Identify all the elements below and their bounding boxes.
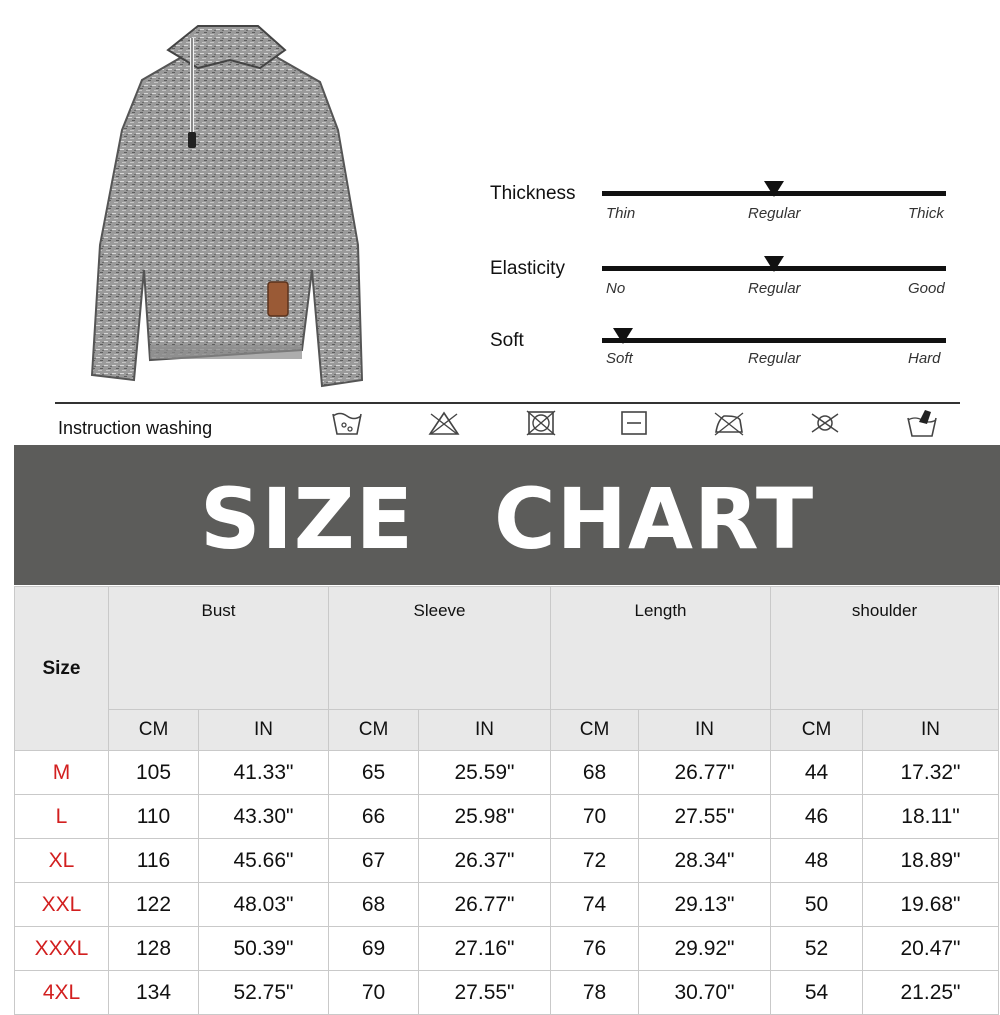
table-cell: 54 [771, 971, 863, 1015]
scale-tick-label: Thick [908, 205, 944, 222]
table-cell: 28.34" [639, 839, 771, 883]
divider-line [55, 402, 960, 404]
scale-tick-label: Regular [748, 280, 801, 297]
scale-label: Thickness [490, 183, 576, 204]
table-cell: 20.47" [863, 927, 999, 971]
table-cell: 50.39" [199, 927, 329, 971]
table-cell: 46 [771, 795, 863, 839]
table-cell: 27.55" [419, 971, 551, 1015]
scale-label: Elasticity [490, 258, 565, 279]
table-row [15, 927, 999, 971]
size-table [14, 586, 999, 1015]
table-cell: 67 [329, 839, 419, 883]
unit-header-in: IN [639, 710, 771, 751]
table-cell: 72 [551, 839, 639, 883]
table-row [15, 839, 999, 883]
table-cell: 116 [109, 839, 199, 883]
table-row [15, 971, 999, 1015]
banner-word-size: SIZE [200, 470, 415, 568]
table-cell: 110 [109, 795, 199, 839]
table-cell: 25.59" [419, 751, 551, 795]
size-label: XXL [15, 883, 109, 927]
table-cell: 68 [329, 883, 419, 927]
scale-marker [613, 328, 633, 344]
table-cell: 45.66" [199, 839, 329, 883]
washing-instructions [0, 400, 1000, 444]
table-cell: 69 [329, 927, 419, 971]
table-cell: 74 [551, 883, 639, 927]
scale-1 [490, 258, 950, 308]
table-cell: 26.77" [419, 883, 551, 927]
table-cell: 18.11" [863, 795, 999, 839]
table-row [15, 751, 999, 795]
table-cell: 27.55" [639, 795, 771, 839]
table-row [15, 883, 999, 927]
no-tumble-dry-icon [524, 408, 558, 438]
table-cell: 128 [109, 927, 199, 971]
table-cell: 70 [329, 971, 419, 1015]
scale-tick-label: Thin [606, 205, 636, 222]
table-cell: 29.13" [639, 883, 771, 927]
banner-word-chart: CHART [494, 470, 815, 568]
table-cell: 78 [551, 971, 639, 1015]
scale-tick-label: Regular [748, 350, 801, 367]
size-chart-banner [14, 445, 1000, 585]
table-cell: 122 [109, 883, 199, 927]
bust-header: Bust [109, 587, 329, 710]
table-cell: 26.77" [639, 751, 771, 795]
table-cell: 19.68" [863, 883, 999, 927]
no-bleach-icon [427, 408, 461, 438]
scale-tick-label: Hard [908, 350, 941, 367]
sleeve-header: Sleeve [329, 587, 551, 710]
size-column-header: Size [15, 587, 109, 751]
table-cell: 21.25" [863, 971, 999, 1015]
scale-label: Soft [490, 330, 524, 351]
table-cell: 134 [109, 971, 199, 1015]
length-header: Length [551, 587, 771, 710]
pullover-image [80, 20, 380, 395]
unit-header-in: IN [419, 710, 551, 751]
scale-tick-label: Regular [748, 205, 801, 222]
table-cell: 27.16" [419, 927, 551, 971]
table-cell: 52 [771, 927, 863, 971]
wash-30-icon [330, 408, 364, 438]
table-cell: 65 [329, 751, 419, 795]
no-dry-clean-icon [808, 408, 842, 438]
shoulder-header: shoulder [771, 587, 999, 710]
unit-header-cm: CM [109, 710, 199, 751]
size-label: L [15, 795, 109, 839]
washing-label: Instruction washing [58, 418, 213, 438]
table-cell: 50 [771, 883, 863, 927]
scale-tick-label: No [606, 280, 626, 297]
table-cell: 41.33" [199, 751, 329, 795]
size-label: XXXL [15, 927, 109, 971]
table-cell: 17.32" [863, 751, 999, 795]
table-cell: 76 [551, 927, 639, 971]
scale-marker [764, 181, 784, 197]
unit-header-in: IN [863, 710, 999, 751]
scale-tick-label: Soft [606, 350, 633, 367]
table-cell: 30.70" [639, 971, 771, 1015]
table-cell: 70 [551, 795, 639, 839]
unit-header-cm: CM [771, 710, 863, 751]
scale-bar [602, 338, 946, 343]
unit-header-cm: CM [551, 710, 639, 751]
unit-header-cm: CM [329, 710, 419, 751]
scale-tick-label: Good [908, 280, 945, 297]
hand-wash-icon [905, 408, 939, 438]
table-cell: 105 [109, 751, 199, 795]
size-label: XL [15, 839, 109, 883]
table-cell: 25.98" [419, 795, 551, 839]
scale-0 [490, 183, 950, 233]
table-cell: 66 [329, 795, 419, 839]
size-label: 4XL [15, 971, 109, 1015]
scale-marker [764, 256, 784, 272]
table-cell: 18.89" [863, 839, 999, 883]
iron-low-icon [712, 408, 746, 438]
dry-flat-icon [617, 408, 651, 438]
table-cell: 68 [551, 751, 639, 795]
table-cell: 43.30" [199, 795, 329, 839]
table-cell: 48 [771, 839, 863, 883]
table-row [15, 795, 999, 839]
table-cell: 44 [771, 751, 863, 795]
size-label: M [15, 751, 109, 795]
table-cell: 26.37" [419, 839, 551, 883]
table-cell: 48.03" [199, 883, 329, 927]
table-cell: 52.75" [199, 971, 329, 1015]
table-cell: 29.92" [639, 927, 771, 971]
unit-header-in: IN [199, 710, 329, 751]
scale-2 [490, 330, 950, 380]
